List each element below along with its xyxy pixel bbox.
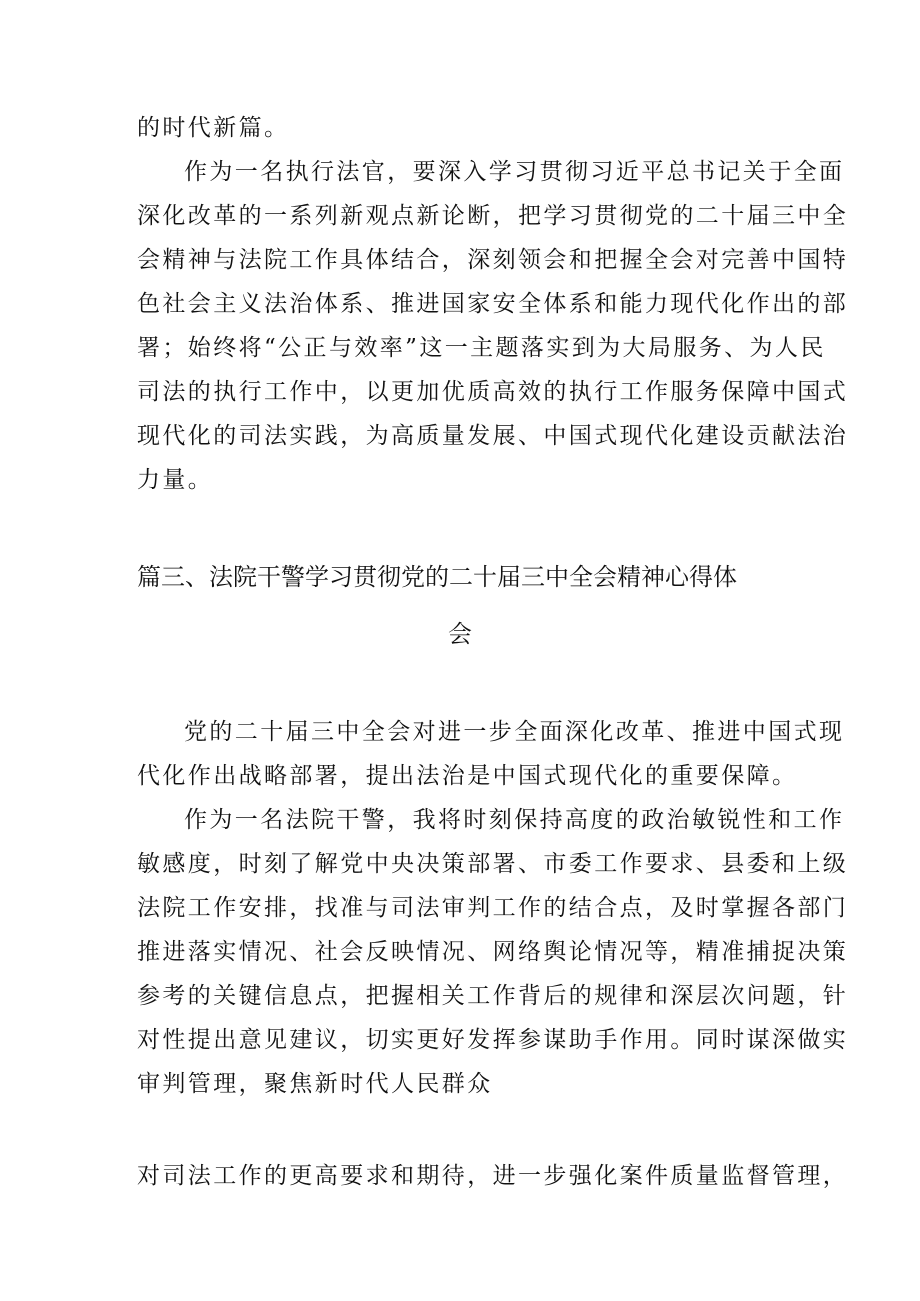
paragraph-line: 参考的关键信息点，把握相关工作背后的规律和深层次问题，针 xyxy=(137,983,849,1009)
paragraph-continuation-line: 的时代新篇。 xyxy=(137,115,290,141)
paragraph-line: 作为一名执行法官，要深入学习贯彻习近平总书记关于全面 xyxy=(184,159,845,185)
paragraph-line: 党的二十届三中全会对进一步全面深化改革、推进中国式现 xyxy=(184,719,845,745)
paragraph-line: 司法的执行工作中，以更加优质高效的执行工作服务保障中国式 xyxy=(137,379,849,405)
paragraph-line: 署；始终将“公正与效率”这一主题落实到为大局服务、为人民 xyxy=(137,335,826,361)
paragraph-line: 深化改革的一系列新观点新论断，把学习贯彻党的二十届三中全 xyxy=(137,203,849,229)
paragraph-line: 代化作出战略部署，提出法治是中国式现代化的重要保障。 xyxy=(137,763,798,789)
section-heading-line: 会 xyxy=(448,620,472,648)
paragraph-line: 对性提出意见建议，切实更好发挥参谋助手作用。同时谋深做实 xyxy=(137,1027,849,1053)
paragraph-line: 力量。 xyxy=(137,467,214,493)
paragraph-line: 审判管理，聚焦新时代人民群众 xyxy=(137,1071,493,1097)
paragraph-line: 现代化的司法实践，为高质量发展、中国式现代化建设贡献法治 xyxy=(137,423,849,449)
section-heading-line: 篇三、法院干警学习贯彻党的二十届三中全会精神心得体 xyxy=(137,563,737,591)
paragraph-line: 敏感度，时刻了解党中央决策部署、市委工作要求、县委和上级 xyxy=(137,851,849,877)
paragraph-line: 会精神与法院工作具体结合，深刻领会和把握全会对完善中国特 xyxy=(137,247,849,273)
paragraph-line: 推进落实情况、社会反映情况、网络舆论情况等，精准捕捉决策 xyxy=(137,939,849,965)
paragraph-line: 作为一名法院干警，我将时刻保持高度的政治敏锐性和工作 xyxy=(184,807,845,833)
paragraph-line: 色社会主义法治体系、推进国家安全体系和能力现代化作出的部 xyxy=(137,291,849,317)
paragraph-line: 法院工作安排，找准与司法审判工作的结合点，及时掌握各部门 xyxy=(137,895,849,921)
paragraph-continuation-line: 对司法工作的更高要求和期待，进一步强化案件质量监督管理， xyxy=(137,1163,849,1189)
